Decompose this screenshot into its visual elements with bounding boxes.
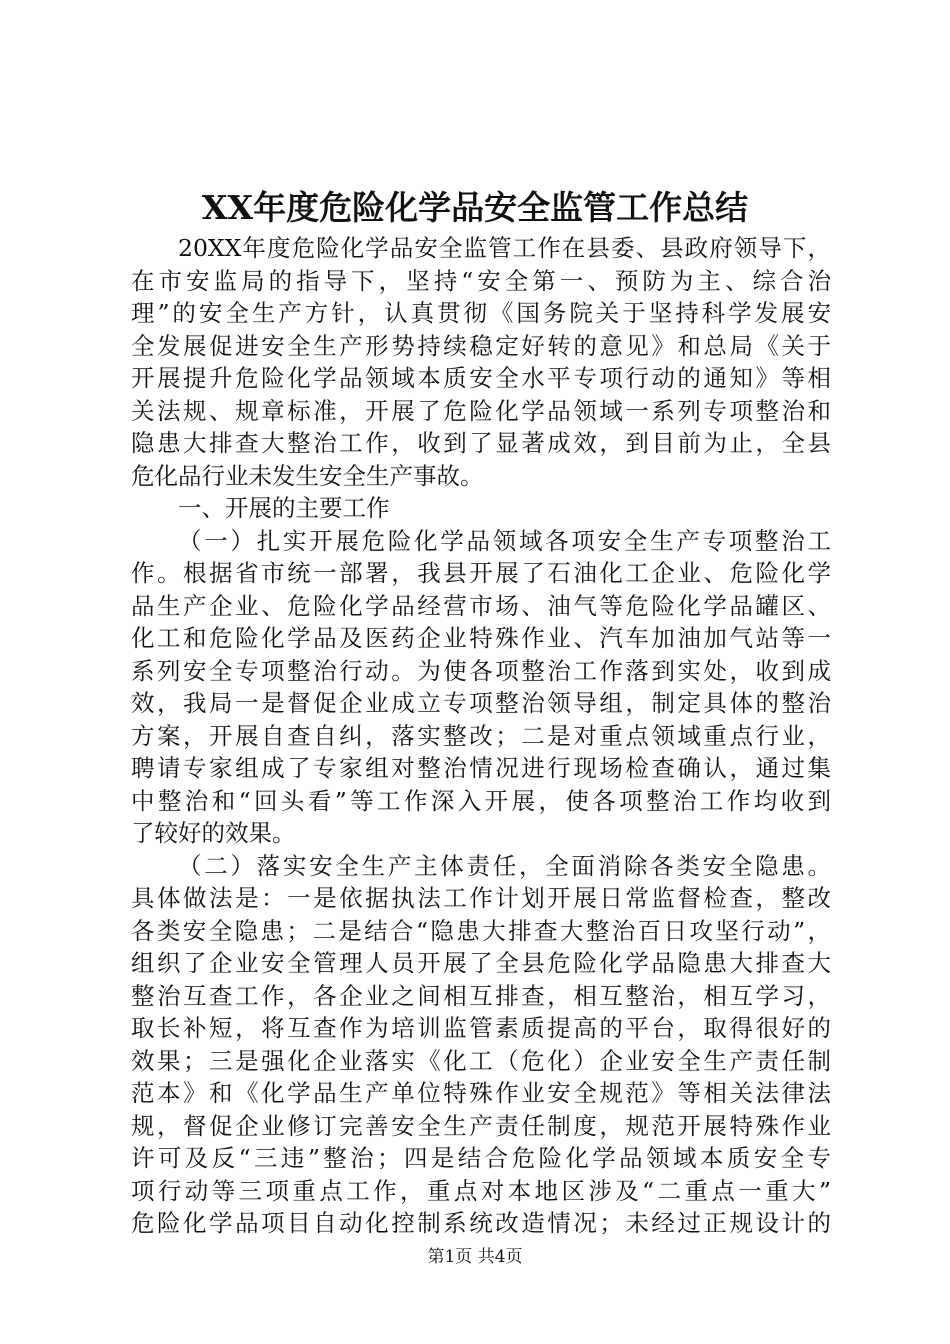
text-line: 化工和危险化学品及医药企业特殊作业、汽车加油加气站等一 (131, 624, 831, 652)
document-body (131, 232, 831, 1240)
text-line: 组织了企业安全管理人员开展了全县危险化学品隐患大排查大 (131, 949, 831, 977)
text-line: 开展提升危险化学品领域本质安全水平专项行动的通知》等相 (131, 364, 831, 392)
text-line: 聘请专家组成了专家组对整治情况进行现场检查确认，通过集 (131, 754, 831, 782)
text-line: 各类安全隐患；二是结合“隐患大排查大整治百日攻坚行动”， (131, 916, 831, 945)
text-line: 危化品行业未发生安全生产事故。 (131, 461, 484, 490)
text-line: 关法规、规章标准，开展了危险化学品领域一系列专项整治和 (131, 396, 831, 425)
text-line: 具体做法是：一是依据执法工作计划开展日常监督检查，整改 (131, 884, 831, 912)
text-line: （二）落实安全生产主体责任，全面消除各类安全隐患。 (178, 851, 831, 880)
text-line: 了较好的效果。 (131, 819, 296, 847)
text-line: 整治互查工作，各企业之间相互排查，相互整治，相互学习， (131, 981, 831, 1010)
text-line: 方案，开展自查自纠，落实整改；二是对重点领域重点行业， (131, 721, 831, 750)
text-line: 作。根据省市统一部署，我县开展了石油化工企业、危险化学 (131, 559, 831, 587)
text-line: 危险化学品项目自动化控制系统改造情况；未经过正规设计的 (131, 1209, 831, 1237)
text-line: 一、开展的主要工作 (178, 494, 390, 522)
text-line: 隐患大排查大整治工作，收到了显著成效，到目前为止，全县 (131, 429, 831, 457)
text-line: 效果；三是强化企业落实《化工（危化）企业安全生产责任制 (131, 1046, 831, 1075)
text-line: （一）扎实开展危险化学品领域各项安全生产专项整治工 (178, 526, 831, 555)
text-line: 在市安监局的指导下，坚持“安全第一、预防为主、综合治 (131, 266, 831, 295)
document-title: XX年度危险化学品安全监管工作总结 (201, 188, 749, 227)
text-line: 规，督促企业修订完善安全生产责任制度，规范开展特殊作业 (131, 1111, 831, 1140)
text-line: 20XX年度危险化学品安全监管工作在县委、县政府领导下， (178, 234, 831, 262)
text-line: 范本》和《化学品生产单位特殊作业安全规范》等相关法律法 (131, 1079, 831, 1107)
text-line: 全发展促进安全生产形势持续稳定好转的意见》和总局《关于 (131, 331, 831, 360)
text-line: 效，我局一是督促企业成立专项整治领导组，制定具体的整治 (131, 689, 831, 717)
text-line: 理”的安全生产方针，认真贯彻《国务院关于坚持科学发展安 (131, 299, 831, 327)
text-line: 品生产企业、危险化学品经营市场、油气等危险化学品罐区、 (131, 591, 831, 620)
text-line: 系列安全专项整治行动。为使各项整治工作落到实处，收到成 (131, 656, 831, 685)
text-line: 取长补短，将互查作为培训监管素质提高的平台，取得很好的 (131, 1014, 831, 1042)
text-line: 许可及反“三违”整治；四是结合危险化学品领域本质安全专 (131, 1144, 831, 1172)
page-footer: 第1页 共4页 (427, 1247, 523, 1267)
text-line: 项行动等三项重点工作，重点对本地区涉及“二重点一重大” (131, 1176, 831, 1205)
text-line: 中整治和“回头看”等工作深入开展，使各项整治工作均收到 (131, 786, 831, 815)
